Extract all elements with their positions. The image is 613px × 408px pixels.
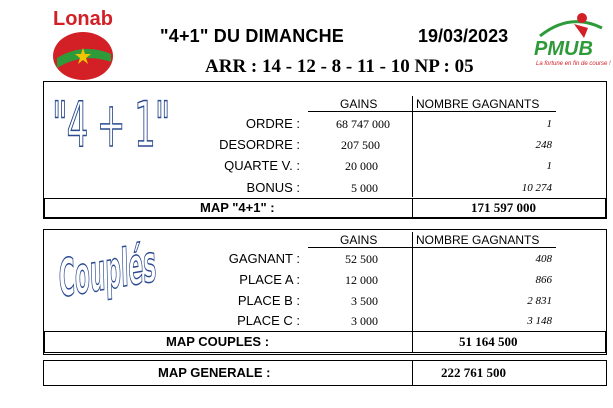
row-gain: 207 500: [341, 138, 380, 152]
row-gain: 5 000: [351, 181, 378, 195]
quatre-plus-un-decor: "4 + 1": [52, 88, 170, 161]
row-count: 1: [546, 118, 552, 130]
row-gain: 20 000: [345, 159, 378, 173]
row-label: PLACE B :: [237, 293, 300, 308]
row-count: 1: [546, 160, 552, 172]
row-label: PLACE C :: [237, 313, 300, 328]
row-count: 248: [535, 139, 552, 151]
map-couples-label: MAP COUPLES :: [166, 334, 270, 349]
map-quatre-plus-un-value: 171 597 000: [471, 200, 536, 215]
row-label: GAGNANT :: [228, 251, 300, 266]
map-couples-row: [44, 331, 606, 353]
map-couples-value: 51 164 500: [459, 334, 518, 349]
gains-header: GAINS: [340, 233, 378, 247]
gagnants-header: NOMBRE GAGNANTS: [416, 97, 540, 111]
row-count: 408: [535, 253, 552, 265]
map-generale-label: MAP GENERALE :: [158, 365, 271, 380]
pmub-logo-text: PMUB: [534, 38, 593, 60]
row-gain: 52 500: [345, 252, 378, 266]
gains-header: GAINS: [340, 97, 378, 111]
row-gain: 68 747 000: [336, 117, 390, 131]
row-label: ORDRE :: [245, 116, 300, 131]
map-generale-row: [43, 360, 607, 386]
divider: [308, 111, 556, 112]
row-count: 10 274: [521, 182, 552, 194]
row-label: QUARTE V. :: [224, 158, 300, 173]
row-gain: 3 500: [351, 294, 378, 308]
map-quatre-plus-un-label: MAP "4+1" :: [200, 200, 275, 215]
couples-decor: Couplés: [58, 233, 158, 310]
row-count: 3 148: [527, 315, 552, 327]
map-generale-value: 222 761 500: [441, 365, 506, 380]
row-label: DESORDRE :: [219, 137, 300, 152]
pmub-tagline: La fortune en fin de course !: [536, 61, 611, 67]
row-count: 2 831: [527, 295, 552, 307]
page-title: "4+1" DU DIMANCHE: [160, 26, 344, 46]
arrival-numbers: ARR : 14 - 12 - 8 - 11 - 10 NP : 05: [205, 56, 474, 77]
divider: [308, 247, 556, 248]
pmub-logo: [530, 8, 610, 70]
row-gain: 3 000: [351, 314, 378, 328]
divider: [412, 331, 413, 352]
gagnants-header: NOMBRE GAGNANTS: [416, 233, 540, 247]
divider: [412, 96, 413, 197]
divider: [412, 360, 413, 385]
lonab-logo: [47, 8, 127, 84]
row-gain: 12 000: [345, 273, 378, 287]
divider: [412, 232, 413, 331]
row-label: BONUS :: [246, 180, 300, 195]
lonab-logo-text: Lonab: [53, 8, 113, 30]
row-count: 866: [535, 274, 552, 286]
divider: [412, 198, 413, 217]
draw-date: 19/03/2023: [418, 26, 509, 46]
row-label: PLACE A :: [239, 272, 300, 287]
